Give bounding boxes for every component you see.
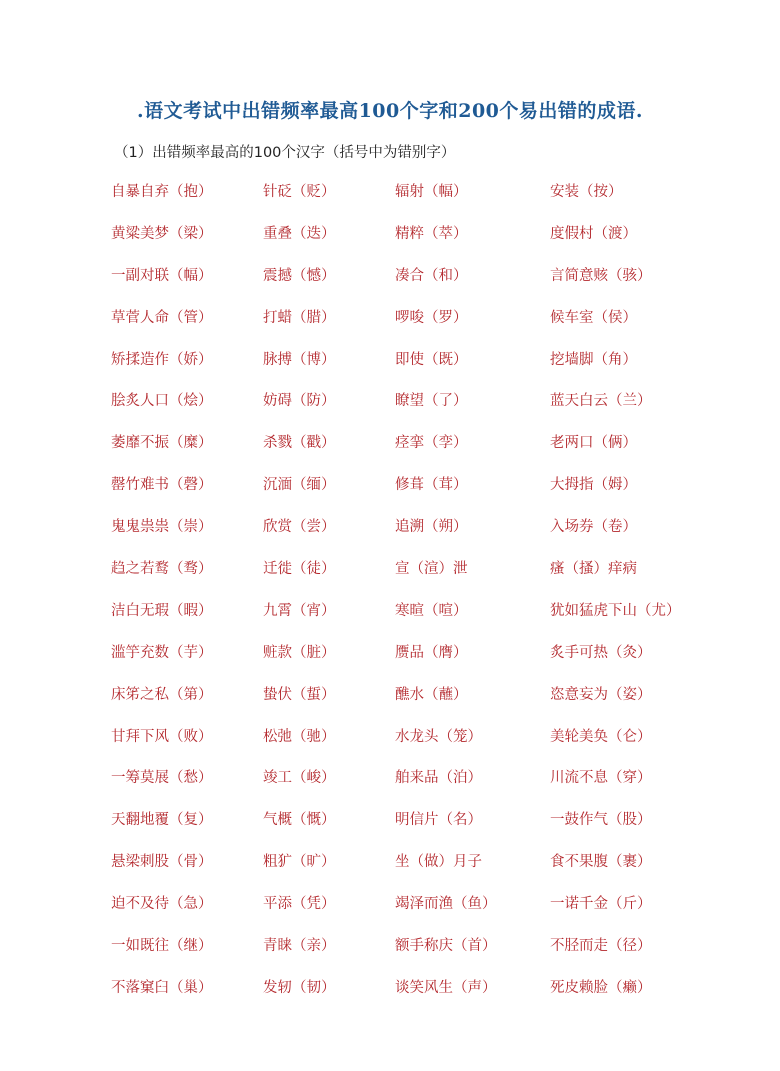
word-entry: 寒暄（喧） xyxy=(395,602,468,619)
word-entry: 死皮赖脸（癞） xyxy=(550,979,652,996)
word-entry: 谈笑风生（声） xyxy=(395,979,497,996)
word-entry: 欣赏（尝） xyxy=(263,519,336,536)
word-entry: 赝品（膺） xyxy=(395,644,468,661)
word-entry: 一副对联（幅） xyxy=(111,267,213,284)
word-entry: 明信片（名） xyxy=(395,812,482,829)
word-entry: 一诺千金（斤） xyxy=(550,896,652,913)
word-entry: 不胫而走（径） xyxy=(550,938,652,955)
word-entry: 一筹莫展（愁） xyxy=(111,770,213,787)
word-entry: 气概（慨） xyxy=(263,812,336,829)
word-entry: 宣（渲）泄 xyxy=(395,561,468,578)
page-title: .语文考试中出错频率最高100个字和200个易出错的成语. xyxy=(136,100,644,122)
word-entry: 发轫（韧） xyxy=(263,979,336,996)
word-entry: 醮水（蘸） xyxy=(395,686,468,703)
word-entry: 瞭望（了） xyxy=(395,393,468,410)
word-entry: 不落窠臼（巢） xyxy=(111,979,213,996)
word-entry: 震撼（憾） xyxy=(263,267,336,284)
word-entry: 悬梁刺股（骨） xyxy=(111,854,213,871)
word-entry: 即使（既） xyxy=(395,351,468,368)
word-grid xyxy=(111,180,751,1018)
word-entry: 鬼鬼祟祟（崇） xyxy=(111,519,213,536)
word-entry: 迫不及待（急） xyxy=(111,896,213,913)
word-entry: 重叠（迭） xyxy=(263,225,336,242)
word-entry: 草菅人命（管） xyxy=(111,309,213,326)
word-entry: 蛰伏（蜇） xyxy=(263,686,336,703)
word-entry: 萎靡不振（糜） xyxy=(111,435,213,452)
word-entry: 安装（按） xyxy=(550,184,623,200)
word-entry: 度假村（渡） xyxy=(550,225,637,242)
word-entry: 松弛（驰） xyxy=(263,728,336,745)
word-entry: 赃款（脏） xyxy=(263,644,336,661)
word-entry: 额手称庆（首） xyxy=(395,938,497,955)
word-entry: 一如既往（继） xyxy=(111,938,213,955)
word-entry: 大拇指（姆） xyxy=(550,477,637,494)
word-entry: 脉搏（博） xyxy=(263,351,336,368)
word-entry: 舶来品（泊） xyxy=(395,770,482,787)
word-entry: 平添（凭） xyxy=(263,896,336,913)
word-entry: 凑合（和） xyxy=(395,267,468,284)
word-entry: 食不果腹（裹） xyxy=(550,854,652,871)
word-entry: 青睐（亲） xyxy=(263,938,336,955)
word-entry: 炙手可热（灸） xyxy=(550,644,652,661)
word-entry: 辐射（幅） xyxy=(395,184,468,200)
word-entry: 矫揉造作（娇） xyxy=(111,351,213,368)
word-entry: 天翻地覆（复） xyxy=(111,812,213,829)
word-entry: 犹如猛虎下山（尤） xyxy=(550,602,681,619)
word-entry: 精粹（萃） xyxy=(395,225,468,242)
word-entry: 洁白无瑕（暇） xyxy=(111,602,213,619)
word-entry: 打蜡（腊） xyxy=(263,309,336,326)
word-entry: 言简意赅（骇） xyxy=(550,267,652,284)
word-entry: 候车室（侯） xyxy=(550,309,637,326)
word-entry: 迁徙（徒） xyxy=(263,561,336,578)
section-subtitle: （1）出错频率最高的100个汉字（括号中为错别字） xyxy=(114,145,456,161)
word-entry: 蓝天白云（兰） xyxy=(550,393,652,410)
word-entry: 滥竽充数（芋） xyxy=(111,644,213,661)
word-entry: 痉挛（孪） xyxy=(395,435,468,452)
word-entry: 老两口（俩） xyxy=(550,435,637,452)
word-entry: 杀戮（戳） xyxy=(263,435,336,452)
word-entry: 床笫之私（第） xyxy=(111,686,213,703)
word-entry: 沉湎（缅） xyxy=(263,477,336,494)
word-entry: 粗犷（旷） xyxy=(263,854,336,871)
word-entry: 美轮美奂（仑） xyxy=(550,728,652,745)
word-entry: 啰唆（罗） xyxy=(395,309,468,326)
word-entry: 甘拜下风（败） xyxy=(111,728,213,745)
word-entry: 修葺（茸） xyxy=(395,477,468,494)
word-entry: 九霄（宵） xyxy=(263,602,336,619)
word-entry: 黄粱美梦（梁） xyxy=(111,225,213,242)
word-entry: 妨碍（防） xyxy=(263,393,336,410)
word-entry: 坐（做）月子 xyxy=(395,854,482,871)
word-entry: 脍炙人口（烩） xyxy=(111,393,213,410)
word-entry: 入场券（卷） xyxy=(550,519,637,536)
word-entry: 川流不息（穿） xyxy=(550,770,652,787)
word-entry: 挖墙脚（角） xyxy=(550,351,637,368)
word-entry: 水龙头（笼） xyxy=(395,728,482,745)
word-entry: 趋之若鹜（骛） xyxy=(111,561,213,578)
word-entry: 追溯（朔） xyxy=(395,519,468,536)
word-entry: 竭泽而渔（鱼） xyxy=(395,896,497,913)
word-entry: 瘙（搔）痒病 xyxy=(550,561,637,578)
word-entry: 针砭（贬） xyxy=(263,184,336,200)
word-entry: 一鼓作气（股） xyxy=(550,812,652,829)
word-entry: 自暴自弃（抱） xyxy=(111,184,213,200)
word-entry: 罄竹难书（磬） xyxy=(111,477,213,494)
word-entry: 恣意妄为（姿） xyxy=(550,686,652,703)
word-entry: 竣工（峻） xyxy=(263,770,336,787)
